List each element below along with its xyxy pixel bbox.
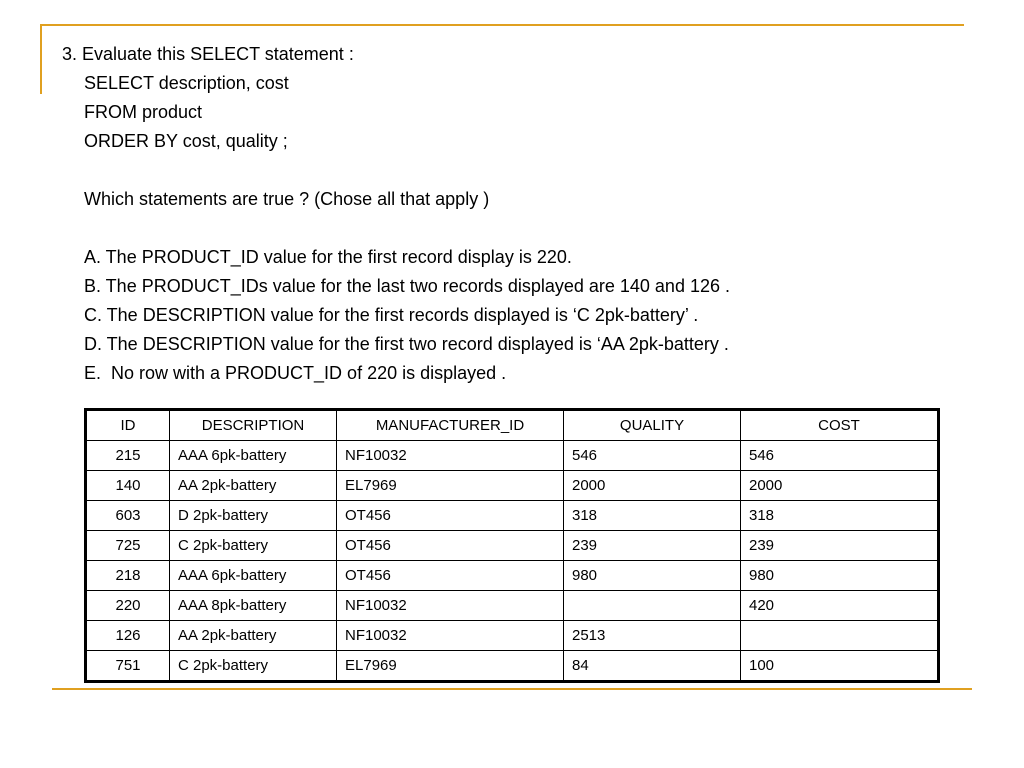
sql-line: SELECT description, cost [84,73,289,93]
cell-id: 126 [86,621,170,651]
cell-description: C 2pk-battery [170,531,337,561]
cell-description: AA 2pk-battery [170,471,337,501]
spacer [62,156,962,185]
column-header-cost: COST [741,410,939,441]
cell-id: 215 [86,441,170,471]
cell-cost: 546 [741,441,939,471]
cell-cost: 318 [741,501,939,531]
cell-id: 140 [86,471,170,501]
cell-id: 725 [86,531,170,561]
cell-quality: 980 [564,561,741,591]
table-row [86,621,939,651]
table-row [86,651,939,682]
table-row [86,441,939,471]
cell-manufacturer-id: OT456 [337,501,564,531]
cell-id: 218 [86,561,170,591]
question-prompt: Which statements are true ? (Chose all that apply ) [84,189,490,209]
cell-manufacturer-id: OT456 [337,561,564,591]
option-c: C. The DESCRIPTION value for the first records displayed is ‘C 2pk-battery’ . [84,305,699,325]
column-header-description: DESCRIPTION [170,410,337,441]
cell-quality: 2513 [564,621,741,651]
cell-id: 220 [86,591,170,621]
cell-description: C 2pk-battery [170,651,337,682]
cell-manufacturer-id: NF10032 [337,441,564,471]
cell-manufacturer-id: OT456 [337,531,564,561]
cell-description: AAA 6pk-battery [170,441,337,471]
cell-description: D 2pk-battery [170,501,337,531]
product-table [84,408,940,683]
column-header-manufacturer-id: MANUFACTURER_ID [337,410,564,441]
table-row [86,591,939,621]
cell-quality: 2000 [564,471,741,501]
accent-line-bottom [52,688,972,690]
cell-quality [564,591,741,621]
cell-description: AAA 8pk-battery [170,591,337,621]
table-header-row [86,410,939,441]
table-row [86,501,939,531]
cell-quality: 84 [564,651,741,682]
cell-cost: 100 [741,651,939,682]
cell-cost: 980 [741,561,939,591]
option-b: B. The PRODUCT_IDs value for the last two records displayed are 140 and 126 . [84,276,730,296]
option-a: A. The PRODUCT_ID value for the first record display is 220. [84,247,572,267]
column-header-id: ID [86,410,170,441]
cell-manufacturer-id: NF10032 [337,591,564,621]
cell-manufacturer-id: EL7969 [337,471,564,501]
cell-cost: 239 [741,531,939,561]
cell-manufacturer-id: EL7969 [337,651,564,682]
column-header-quality: QUALITY [564,410,741,441]
table-row [86,561,939,591]
spacer [62,214,962,243]
table-row [86,471,939,501]
cell-manufacturer-id: NF10032 [337,621,564,651]
table-row [86,531,939,561]
cell-description: AA 2pk-battery [170,621,337,651]
option-e: E. No row with a PRODUCT_ID of 220 is displayed . [84,363,507,383]
accent-line-left [40,24,42,94]
cell-cost: 420 [741,591,939,621]
cell-quality: 239 [564,531,741,561]
question-content [62,40,962,388]
question-title: 3. Evaluate this SELECT statement : [62,44,354,64]
cell-id: 603 [86,501,170,531]
cell-cost [741,621,939,651]
cell-quality: 318 [564,501,741,531]
accent-line-top [40,24,964,26]
option-d: D. The DESCRIPTION value for the first two record displayed is ‘AA 2pk-battery . [84,334,729,354]
cell-quality: 546 [564,441,741,471]
sql-line: ORDER BY cost, quality ; [84,131,288,151]
sql-line: FROM product [84,102,203,122]
cell-id: 751 [86,651,170,682]
cell-description: AAA 6pk-battery [170,561,337,591]
cell-cost: 2000 [741,471,939,501]
